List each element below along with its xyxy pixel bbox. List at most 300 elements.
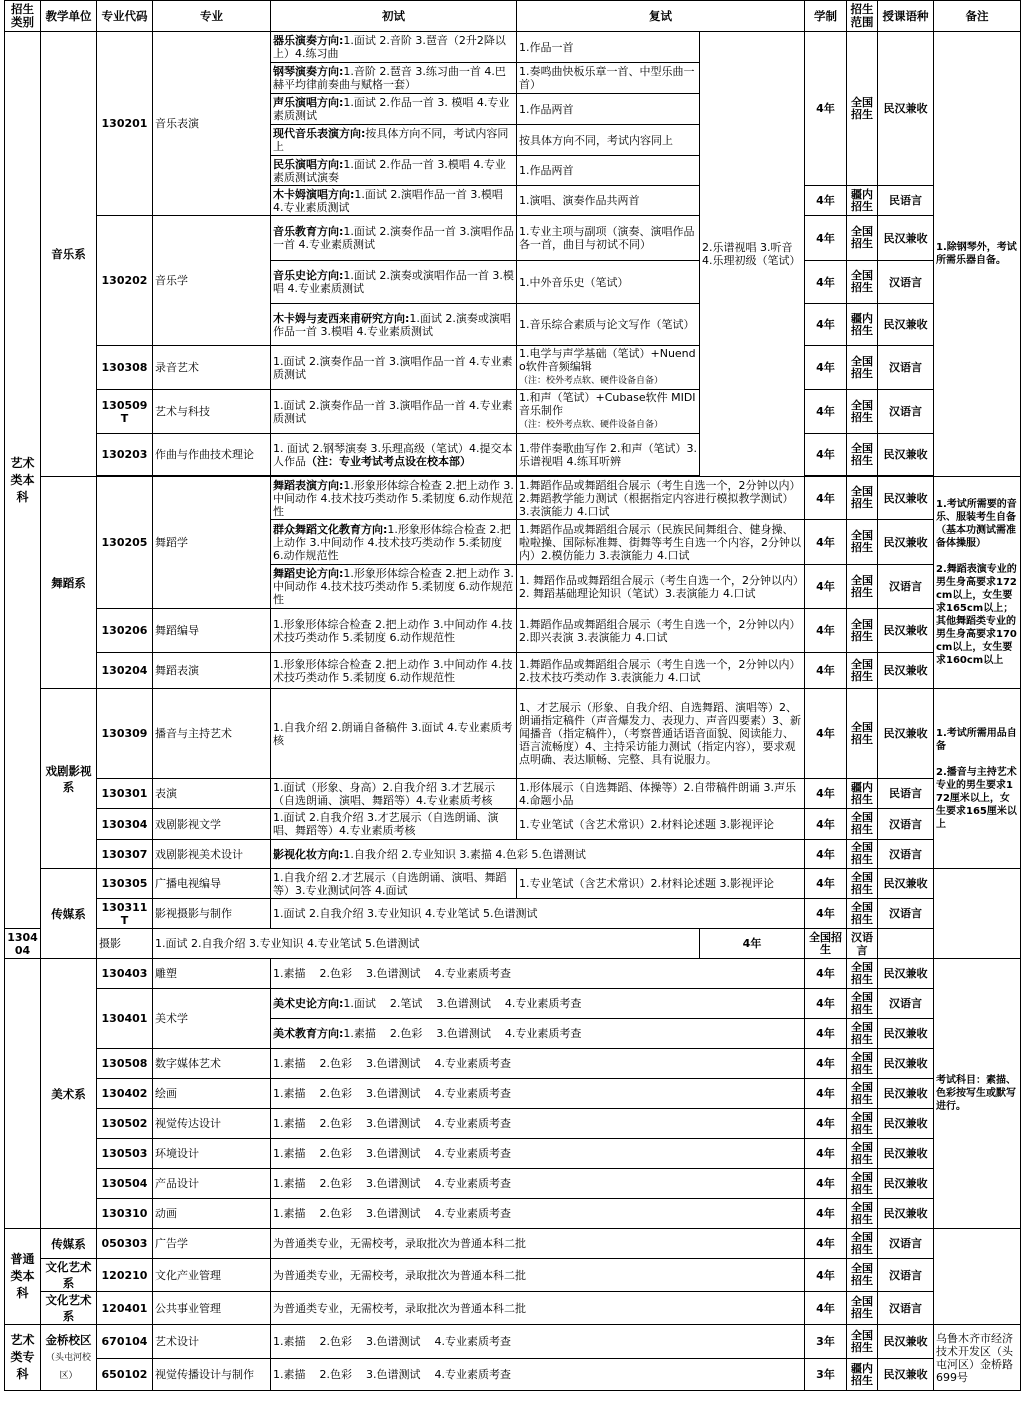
- major-cell: 公共事业管理: [153, 1292, 271, 1325]
- table-row: [5, 1079, 1021, 1109]
- scope-cell: 全国招生: [847, 1049, 878, 1079]
- major-cell: 艺术与科技: [153, 390, 271, 434]
- prelim-cell: [271, 186, 517, 216]
- table-row: [5, 1169, 1021, 1199]
- years-cell: 4年: [805, 779, 847, 809]
- code-cell: 130307: [97, 840, 153, 869]
- subj-d: 4.专业素质考查: [434, 1057, 511, 1070]
- prelim-cell: 1.面试 2.自我介绍 3.才艺展示（自选朗诵、演唱、舞蹈等）4.专业素质考核: [271, 809, 517, 840]
- retest-cell: 1.作品两首: [517, 94, 700, 125]
- direction-label: 声乐演唱方向:: [273, 96, 344, 109]
- prelim-cell: [271, 477, 517, 520]
- lang-cell: 民语言: [878, 186, 934, 216]
- scope-cell: 全国招生: [847, 32, 878, 186]
- years-cell: 4年: [805, 840, 847, 869]
- dept-culture2: 文化艺术系: [41, 1292, 97, 1325]
- prelim-text: 1.形象形体综合检查 2.把上动作 3.中间动作 4.技术技巧类动作 5.柔韧度 6.动作规范性: [273, 478, 514, 518]
- direction-label: 木卡姆演唱方向:: [273, 187, 355, 201]
- years-cell: 4年: [805, 1229, 847, 1259]
- code-cell: 130301: [97, 779, 153, 809]
- direction-label: 美术教育方向:: [273, 1027, 344, 1040]
- category-art: 艺术类本科: [5, 32, 41, 929]
- scope-cell: 全国招生: [847, 520, 878, 565]
- retest-cell: 1.专业主项与副项（演奏、演唱作品各一首，曲目与初试不同）: [517, 216, 700, 261]
- years-cell: 4年: [805, 434, 847, 476]
- prelim-cell: 1.自我介绍 2.朗诵自备稿件 3.面试 4.专业素质考核: [271, 689, 517, 779]
- category-art-cont: [5, 959, 41, 1229]
- lang-cell: 民汉兼收: [878, 689, 934, 779]
- years-cell: 4年: [805, 346, 847, 390]
- major-cell: 表演: [153, 779, 271, 809]
- lang-cell: 民汉兼收: [878, 1169, 934, 1199]
- years-cell: 4年: [805, 304, 847, 346]
- subj-c: 3.色谱测试: [366, 967, 421, 980]
- table-row: [5, 689, 1021, 779]
- scope-cell: 全国招生: [847, 653, 878, 689]
- scope-cell: 全国招生: [847, 434, 878, 476]
- direction-label: 影视化妆方向:: [273, 847, 344, 861]
- prelim-text: 1.面试 2.作品一首 3. 模唱 4.专业素质测试: [273, 96, 510, 122]
- years-cell: 4年: [805, 1259, 847, 1292]
- subj-d: 4.专业素质考查: [434, 1207, 511, 1220]
- table-row: [5, 390, 1021, 434]
- years-cell: 4年: [805, 477, 847, 520]
- lang-cell: 汉语言: [878, 1259, 934, 1292]
- years-cell: 4年: [805, 1169, 847, 1199]
- scope-cell: 全国招生: [847, 989, 878, 1019]
- subj-b: 2.色彩: [319, 1117, 352, 1130]
- prelim-cell: [271, 304, 517, 346]
- prelim-cell: [271, 1049, 805, 1079]
- subj-c: 3.色谱测试: [366, 1147, 421, 1160]
- subj-b: 2.色彩: [319, 1335, 352, 1348]
- major-cell: 艺术设计: [153, 1325, 271, 1359]
- lang-cell: 民汉兼收: [878, 1325, 934, 1359]
- lang-cell: 汉语言: [847, 929, 878, 959]
- lang-cell: 民汉兼收: [878, 477, 934, 520]
- table-row: [5, 809, 1021, 840]
- major-cell: 戏剧影视美术设计: [153, 840, 271, 869]
- major-cell: 文化产业管理: [153, 1259, 271, 1292]
- prelim-text: 1.面试 2.演奏作品一首 3.演唱作品一首 4.专业素质测试: [273, 225, 514, 251]
- direction-label: 舞蹈史论方向:: [273, 567, 344, 580]
- code-cell: 130203: [97, 434, 153, 476]
- subj-d: 4.专业素质考查: [434, 1368, 511, 1381]
- years-cell: 4年: [805, 1109, 847, 1139]
- years-cell: 4年: [805, 216, 847, 261]
- years-cell: 4年: [805, 609, 847, 653]
- header-major: 专业: [153, 1, 271, 32]
- years-cell: 4年: [805, 565, 847, 609]
- note-empty: [934, 1229, 1021, 1325]
- prelim-cell: [271, 1139, 805, 1169]
- scope-cell: 全国招生: [847, 565, 878, 609]
- years-cell: 4年: [805, 689, 847, 779]
- code-cell: 130504: [97, 1169, 153, 1199]
- major-cell: 环境设计: [153, 1139, 271, 1169]
- years-cell: 4年: [805, 869, 847, 899]
- prelim-cell: 1.面试 2.自我介绍 3.专业知识 4.专业笔试 5.色谱测试: [153, 929, 700, 959]
- scope-cell: 全国招生: [847, 689, 878, 779]
- prelim-cell: 为普通类专业，无需校考，录取批次为普通本科二批: [271, 1259, 805, 1292]
- lang-cell: 汉语言: [878, 1292, 934, 1325]
- retest-note: （注：校外考点软、硬件设备自备）: [519, 420, 664, 430]
- lang-cell: 民汉兼收: [878, 520, 934, 565]
- scope-cell: 全国招生: [847, 1199, 878, 1229]
- code-cell: 130403: [97, 959, 153, 989]
- scope-cell: 全国招生: [805, 929, 847, 959]
- table-row: [5, 1139, 1021, 1169]
- prelim-cell: 为普通类专业，无需校考，录取批次为普通本科二批: [271, 1229, 805, 1259]
- subj-d: 4.专业素质考查: [434, 1087, 511, 1100]
- subj-b: 2.色彩: [319, 1057, 352, 1070]
- retest-text: 1.电学与声学基础（笔试）+Nuendo软件音频编辑: [519, 347, 696, 373]
- years-cell: 4年: [805, 186, 847, 216]
- dept-music: 音乐系: [41, 32, 97, 477]
- retest-cell: [517, 346, 700, 390]
- prelim-cell: 1.面试 2.演奏作品一首 3.演唱作品一首 4.专业素质测试: [271, 390, 517, 434]
- note-jinqiao: 乌鲁木齐市经济技术开发区（头屯河区）金桥路699号: [934, 1325, 1021, 1391]
- prelim-cell: 1.面试 2.自我介绍 3.专业知识 4.专业笔试 5.色谱测试: [271, 899, 805, 929]
- prelim-cell: [271, 959, 805, 989]
- lang-cell: 民汉兼收: [878, 304, 934, 346]
- code-cell: 130202: [97, 216, 153, 346]
- dept-media2: 传媒系: [41, 1229, 97, 1259]
- scope-cell: 全国招生: [847, 1259, 878, 1292]
- retest-cell: 1.作品两首: [517, 156, 700, 186]
- scope-cell: 全国招生: [847, 1109, 878, 1139]
- lang-cell: 民汉兼收: [878, 869, 934, 899]
- header-years: 学制: [805, 1, 847, 32]
- subj-c: 3.色谱测试: [366, 1335, 421, 1348]
- retest-cell: 1.舞蹈作品或舞蹈组合展示（考生自选一个，2分钟以内）2.技术技巧类动作 3.表演能力 4.口试: [517, 653, 805, 689]
- major-cell: 动画: [153, 1199, 271, 1229]
- dept-fine: 美术系: [41, 959, 97, 1229]
- subj-b: 2.色彩: [389, 1027, 423, 1040]
- years-cell: 4年: [805, 1139, 847, 1169]
- direction-label: 木卡姆与麦西来甫研究方向:: [273, 311, 410, 325]
- lang-cell: 汉语言: [878, 840, 934, 869]
- subj-a: 1.素描: [273, 1147, 306, 1160]
- prelim-cell: [271, 1325, 805, 1359]
- code-cell: 050303: [97, 1229, 153, 1259]
- scope-cell: 全国招生: [847, 477, 878, 520]
- code-cell: 130402: [97, 1079, 153, 1109]
- table-row: [5, 1229, 1021, 1259]
- direction-label: 美术史论方向:: [273, 997, 344, 1010]
- code-cell: 130305: [97, 869, 153, 899]
- major-cell: 音乐学: [153, 216, 271, 346]
- years-cell: 4年: [805, 32, 847, 186]
- scope-cell: 全国招生: [847, 346, 878, 390]
- direction-label: 现代音乐表演方向:: [273, 127, 366, 140]
- lang-cell: 民汉兼收: [878, 1199, 934, 1229]
- dept-drama: 戏剧影视系: [41, 689, 97, 869]
- years-cell: 4年: [805, 989, 847, 1019]
- lang-cell: 汉语言: [878, 390, 934, 434]
- prelim-text: 1.面试 2.演奏或演唱作品一首 3.模唱 4.专业素质测试: [273, 269, 514, 295]
- scope-cell: 全国招生: [847, 1079, 878, 1109]
- lang-cell: 民汉兼收: [878, 1359, 934, 1391]
- dept-jinqiao-name: 金桥校区: [45, 1332, 92, 1347]
- prelim-text: 1.形象形体综合检查 2.把上动作 3.中间动作 4.技术技巧类动作 5.柔韧度 6.动作规范性: [273, 522, 511, 562]
- prelim-text: 1.面试 2.音阶 3.琶音（2升2降以上）4.练习曲: [273, 34, 506, 60]
- years-cell: 4年: [805, 520, 847, 565]
- major-cell: 雕塑: [153, 959, 271, 989]
- header-code: 专业代码: [97, 1, 153, 32]
- prelim-cell: 1.形象形体综合检查 2.把上动作 3.中间动作 4.技术技巧类动作 5.柔韧度 6.动作规范性: [271, 609, 517, 653]
- retest-cell: 1.形体展示（自选舞蹈、体操等）2.自带稿件朗诵 3.声乐 4.命题小品: [517, 779, 805, 809]
- retest-cell: 1.专业笔试（含艺术常识）2.材料论述题 3.影视评论: [517, 809, 805, 840]
- prelim-note: （注：专业考试考点设在校本部）: [306, 454, 471, 468]
- subj-a: 1.素描: [273, 967, 306, 980]
- header-lang: 授课语种: [878, 1, 934, 32]
- years-cell: 4年: [805, 1019, 847, 1049]
- major-cell: 广播电视编导: [153, 869, 271, 899]
- subj-c: 3.色谱测试: [366, 1117, 421, 1130]
- years-cell: 4年: [805, 899, 847, 929]
- code-cell: 120401: [97, 1292, 153, 1325]
- prelim-cell: [271, 840, 805, 869]
- table-row: [5, 989, 1021, 1019]
- lang-cell: 汉语言: [878, 989, 934, 1019]
- table-row: [5, 653, 1021, 689]
- direction-label: 音乐教育方向:: [273, 225, 344, 238]
- retest-cell: 1.音乐综合素质与论文写作（笔试）: [517, 304, 700, 346]
- subj-a: 1.素描: [343, 1027, 376, 1040]
- major-cell: 摄影: [97, 929, 153, 959]
- subj-d: 4.专业素质考查: [504, 997, 582, 1010]
- lang-cell: 汉语言: [878, 1229, 934, 1259]
- major-cell: 戏剧影视文学: [153, 809, 271, 840]
- subj-a: 1.素描: [273, 1117, 306, 1130]
- lang-cell: 民汉兼收: [878, 1079, 934, 1109]
- dept-culture1: 文化艺术系: [41, 1259, 97, 1292]
- scope-cell: 全国招生: [847, 1292, 878, 1325]
- direction-label: 民乐演唱方向:: [273, 157, 344, 171]
- major-cell: 美术学: [153, 989, 271, 1049]
- note-empty: [934, 869, 1021, 959]
- code-cell: 130206: [97, 609, 153, 653]
- scope-cell: 全国招生: [847, 840, 878, 869]
- code-cell: 130204: [97, 653, 153, 689]
- code-cell: 120210: [97, 1259, 153, 1292]
- code-cell: 130311T: [97, 899, 153, 929]
- lang-cell: 民汉兼收: [878, 1019, 934, 1049]
- table-row: [5, 434, 1021, 476]
- subj-c: 3.色谱测试: [366, 1368, 421, 1381]
- prelim-cell: [271, 156, 517, 186]
- note-drama: [934, 689, 1021, 869]
- subj-c: 3.色谱测试: [366, 1177, 421, 1190]
- table-row: [5, 32, 1021, 63]
- code-cell: 130310: [97, 1199, 153, 1229]
- table-row: [5, 779, 1021, 809]
- scope-cell: 全国招生: [847, 261, 878, 304]
- lang-cell: 民汉兼收: [878, 959, 934, 989]
- subj-b: 2.色彩: [319, 1207, 352, 1220]
- note-dance: [934, 477, 1021, 689]
- direction-label: 舞蹈表演方向:: [273, 478, 344, 492]
- table-row: [5, 346, 1021, 390]
- dept-jinqiao-sub: （头屯河校区）: [45, 1352, 91, 1381]
- subj-d: 4.专业素质考查: [434, 1117, 511, 1130]
- major-cell: 影视摄影与制作: [153, 899, 271, 929]
- major-cell: 绘画: [153, 1079, 271, 1109]
- table-row: [5, 959, 1021, 989]
- prelim-cell: [271, 125, 517, 156]
- major-cell: 舞蹈编导: [153, 609, 271, 653]
- code-cell: 130201: [97, 32, 153, 216]
- retest-cell: 1.带伴奏歌曲写作 2.和声（笔试）3.乐谱视唱 4.练耳听辨: [517, 434, 700, 476]
- years-cell: 3年: [805, 1325, 847, 1359]
- years-cell: 4年: [805, 809, 847, 840]
- code-cell: 650102: [97, 1359, 153, 1391]
- lang-cell: 汉语言: [878, 565, 934, 609]
- prelim-cell: 1.形象形体综合检查 2.把上动作 3.中间动作 4.技术技巧类动作 5.柔韧度 6.动作规范性: [271, 653, 517, 689]
- direction-label: 群众舞蹈文化教育方向:: [273, 522, 388, 536]
- prelim-cell: [271, 216, 517, 261]
- prelim-cell: [271, 1199, 805, 1229]
- code-cell: 130309: [97, 689, 153, 779]
- prelim-text: 1.面试 2.演唱作品一首 3.模唱 4.专业素质测试: [273, 187, 503, 214]
- subj-a: 1.素描: [273, 1335, 306, 1348]
- note-music: 1.除钢琴外，考试所需乐器自备。: [934, 32, 1021, 477]
- prelim-cell: [271, 1109, 805, 1139]
- major-cell: 产品设计: [153, 1169, 271, 1199]
- subj-d: 4.专业素质考查: [434, 967, 511, 980]
- table-row: [5, 1325, 1021, 1359]
- table-row: [5, 899, 1021, 929]
- major-cell: 广告学: [153, 1229, 271, 1259]
- table-row: [5, 869, 1021, 899]
- major-cell: 作曲与作曲技术理论: [153, 434, 271, 476]
- direction-label: 钢琴演奏方向:: [273, 65, 344, 78]
- code-cell: 130508: [97, 1049, 153, 1079]
- header-scope: 招生范围: [847, 1, 878, 32]
- subj-d: 4.专业素质考查: [504, 1027, 582, 1040]
- subj-a: 1.素描: [273, 1207, 306, 1220]
- lang-cell: 民汉兼收: [878, 1049, 934, 1079]
- dept-media: 传媒系: [41, 869, 97, 959]
- years-cell: 3年: [805, 1359, 847, 1391]
- scope-cell: 疆内招生: [847, 186, 878, 216]
- prelim-cell: [271, 63, 517, 94]
- code-cell: 130503: [97, 1139, 153, 1169]
- direction-label: 器乐演奏方向:: [273, 34, 344, 47]
- lang-cell: 汉语言: [878, 809, 934, 840]
- prelim-cell: [271, 565, 517, 609]
- scope-cell: 疆内招生: [847, 1359, 878, 1391]
- major-cell: 舞蹈表演: [153, 653, 271, 689]
- subj-a: 1.素描: [273, 1368, 306, 1381]
- retest-cell: [517, 390, 700, 434]
- header-prelim: 初试: [271, 1, 517, 32]
- prelim-text: 1.音阶 2.琶音 3.练习曲一首 4.巴赫平均律前奏曲与赋格一套）: [273, 65, 506, 91]
- code-cell: 130308: [97, 346, 153, 390]
- note-drama-1: 1.考试所需用品自备: [936, 727, 1017, 752]
- subj-a: 1.素描: [273, 1087, 306, 1100]
- note-drama-2: 2.播音与主持艺术专业的男生要求172厘米以上，女生要求165厘米以上: [936, 766, 1017, 830]
- years-cell: 4年: [805, 261, 847, 304]
- direction-label: 音乐史论方向:: [273, 269, 344, 282]
- music-shared-retest: 2.乐谱视唱 3.听音 4.乐理初级（笔试）: [700, 32, 805, 477]
- major-cell: 数字媒体艺术: [153, 1049, 271, 1079]
- table-row: [5, 477, 1021, 520]
- major-cell: 视觉传达设计: [153, 1109, 271, 1139]
- table-row: [5, 609, 1021, 653]
- years-cell: 4年: [805, 1199, 847, 1229]
- major-cell: 舞蹈学: [153, 477, 271, 609]
- scope-cell: 疆内招生: [847, 304, 878, 346]
- scope-cell: 全国招生: [847, 216, 878, 261]
- subj-c: 3.色谱测试: [366, 1207, 421, 1220]
- lang-cell: 民汉兼收: [878, 1109, 934, 1139]
- lang-cell: 民汉兼收: [878, 32, 934, 186]
- prelim-cell: 1.面试 2.演奏作品一首 3.演唱作品一首 4.专业素质测试: [271, 346, 517, 390]
- major-cell: 音乐表演: [153, 32, 271, 216]
- major-cell: 播音与主持艺术: [153, 689, 271, 779]
- subj-a: 1.素描: [273, 1177, 306, 1190]
- lang-cell: 民语言: [878, 779, 934, 809]
- retest-cell: 1.专业笔试（含艺术常识）2.材料论述题 3.影视评论: [517, 869, 805, 899]
- subj-d: 4.专业素质考查: [434, 1147, 511, 1160]
- retest-cell: 1.演唱、演奏作品共两首: [517, 186, 700, 216]
- retest-cell: 1.作品一首: [517, 32, 700, 63]
- subj-b: 2.笔试: [389, 997, 423, 1010]
- scope-cell: 全国招生: [847, 869, 878, 899]
- table-row: [5, 1359, 1021, 1391]
- table-row: [5, 216, 1021, 261]
- note-fine: 考试科目：素描、色彩按写生或默写进行。: [934, 959, 1021, 1229]
- table-row: [5, 1292, 1021, 1325]
- years-cell: 4年: [805, 653, 847, 689]
- lang-cell: 民汉兼收: [878, 434, 934, 476]
- table-row: [5, 1199, 1021, 1229]
- header-unit: 教学单位: [41, 1, 97, 32]
- subj-b: 2.色彩: [319, 1177, 352, 1190]
- scope-cell: 全国招生: [847, 1229, 878, 1259]
- lang-cell: 民汉兼收: [878, 216, 934, 261]
- prelim-cell: 1.自我介绍 2.才艺展示（自选朗诵、演唱、舞蹈等）3.专业测试问答 4.面试: [271, 869, 517, 899]
- subj-c: 3.色谱测试: [436, 1027, 491, 1040]
- lang-cell: 民汉兼收: [878, 609, 934, 653]
- prelim-text: 按具体方向不同，考试内容同上: [273, 127, 509, 153]
- lang-cell: 汉语言: [878, 899, 934, 929]
- prelim-cell: 1.面试（形象、身高）2.自我介绍 3.才艺展示（自选朗诵、演唱、舞蹈等）4.专业素质考核: [271, 779, 517, 809]
- prelim-text: 1.自我介绍 2.专业知识 3.素描 4.色彩 5.色谱测试: [343, 847, 586, 861]
- scope-cell: 全国招生: [847, 390, 878, 434]
- code-cell: 130404: [5, 929, 41, 959]
- note-dance-1: 1.考试所需要的音乐、服装考生自备（基本功测试需准备体操服）: [936, 499, 1017, 549]
- years-cell: 4年: [805, 959, 847, 989]
- prelim-cell: [271, 94, 517, 125]
- lang-cell: 民汉兼收: [878, 653, 934, 689]
- note-dance-2: 2.舞蹈表演专业的男生身高要求172cm以上，女生要求165cm以上；其他舞蹈类专业的男生身高要求170cm以上，女生要求160cm以上: [936, 564, 1017, 666]
- subj-c: 3.色谱测试: [366, 1087, 421, 1100]
- subj-d: 4.专业素质考查: [434, 1177, 511, 1190]
- code-cell: 130401: [97, 989, 153, 1049]
- lang-cell: 汉语言: [878, 261, 934, 304]
- prelim-text: 1. 面试 2.钢琴演奏 3.乐理高级（笔试）4.提交本人作品: [273, 441, 513, 468]
- scope-cell: 全国招生: [847, 899, 878, 929]
- scope-cell: 全国招生: [847, 959, 878, 989]
- prelim-cell: 为普通类专业，无需校考，录取批次为普通本科二批: [271, 1292, 805, 1325]
- retest-cell: 1.中外音乐史（笔试）: [517, 261, 700, 304]
- retest-cell: 1. 舞蹈作品或舞蹈组合展示（考生自选一个，2分钟以内）2. 舞蹈基础理论知识（笔试）3.表演能力 4.口试: [517, 565, 805, 609]
- scope-cell: 全国招生: [847, 1139, 878, 1169]
- code-cell: 130205: [97, 477, 153, 609]
